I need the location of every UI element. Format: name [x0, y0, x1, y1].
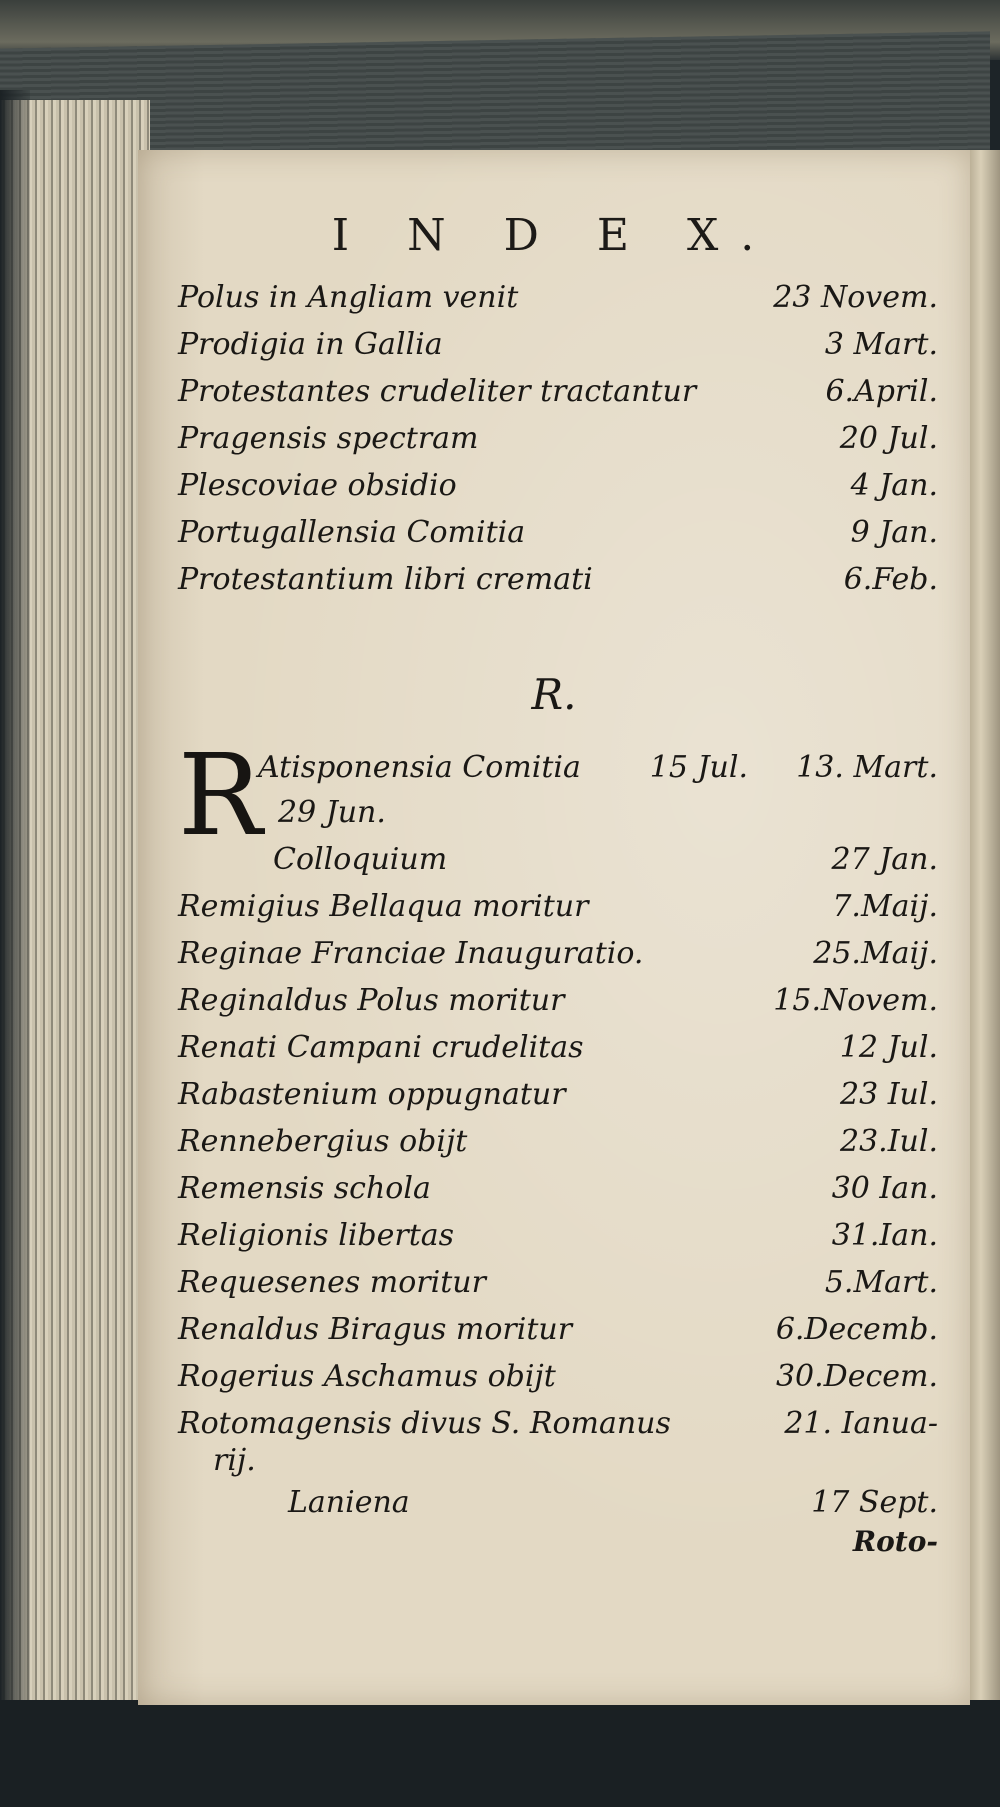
entry-text: 29 Jun.: [278, 795, 386, 830]
facing-page-edge: [968, 150, 1000, 1750]
entry-text: Religionis libertas: [178, 1218, 455, 1253]
entry-date: 17 Sept.: [811, 1485, 938, 1520]
entry-date: 30 Ian.: [831, 1171, 938, 1206]
entry-text: Rogerius Aschamus obijt: [178, 1359, 556, 1394]
entry-date: 7.Maij.: [832, 889, 938, 924]
entry-date: 6.Decemb.: [775, 1312, 938, 1347]
section-heading: R.: [531, 670, 577, 719]
entry-date: 9 Jan.: [850, 515, 938, 550]
entry-text: Reginae Franciae Inauguratio.: [178, 936, 644, 971]
entry-date: 23 Novem.: [773, 280, 938, 315]
entry-date: 4 Jan.: [850, 468, 938, 503]
entry-text: Rotomagensis divus S. Romanus: [178, 1406, 671, 1441]
drop-cap: R: [178, 731, 263, 861]
entry-date: 3 Mart.: [824, 327, 938, 362]
entry-date: 20 Jul.: [839, 421, 938, 456]
entry-date: 12 Jul.: [839, 1030, 938, 1065]
entry-text: Plescoviae obsidio: [178, 468, 457, 503]
entry-date: 6.Feb.: [843, 562, 938, 597]
entry-date: 15.Novem.: [773, 983, 938, 1018]
entry-text: Rennebergius obijt: [178, 1124, 468, 1159]
entry-text: Requesenes moritur: [178, 1265, 486, 1300]
running-head: I N D E X.: [331, 210, 777, 261]
entry-date: 23 Iul.: [839, 1077, 938, 1112]
entry-text: Polus in Angliam venit: [178, 280, 519, 315]
catchword: Roto-: [852, 1525, 938, 1558]
entry-date: 6.April.: [825, 374, 938, 409]
entry-date: 21. Ianua-: [784, 1406, 938, 1441]
entry-date: 27 Jan.: [831, 842, 938, 877]
entry-text: Protestantes crudeliter tractantur: [178, 374, 697, 409]
entry-text: Colloquium: [273, 842, 448, 877]
entry-text: Prodigia in Gallia: [178, 327, 443, 362]
entry-text: Lanienа: [288, 1485, 410, 1520]
entry-date: 13. Mart.: [796, 750, 938, 785]
entry-date: 31.Ian.: [831, 1218, 938, 1253]
book-page: [138, 150, 970, 1705]
entry-text: Portugallensia Comitia: [178, 515, 526, 550]
entry-text: Protestantium libri cremati: [178, 562, 593, 597]
entry-date: 15 Jul.: [649, 750, 748, 785]
entry-date: 25.Maij.: [813, 936, 938, 971]
entry-text: Renati Campani crudelitas: [178, 1030, 584, 1065]
entry-text: Remensis schola: [178, 1171, 431, 1206]
entry-text: Reginaldus Polus moritur: [178, 983, 565, 1018]
background-bottom: [0, 1700, 1000, 1807]
entry-text: Remigius Bellaqua moritur: [178, 889, 589, 924]
entry-text: rij.: [213, 1443, 256, 1478]
entry-text: Pragensis spectram: [178, 421, 479, 456]
entry-text: Rabastenium oppugnatur: [178, 1077, 566, 1112]
entry-text: Atisponensia Comitia: [258, 750, 581, 785]
entry-text: Renaldus Biragus moritur: [178, 1312, 573, 1347]
entry-date: 5.Mart.: [824, 1265, 938, 1300]
entry-date: 30.Decem.: [775, 1359, 938, 1394]
entry-date: 23.Iul.: [839, 1124, 938, 1159]
binding-shadow: [0, 90, 30, 1740]
